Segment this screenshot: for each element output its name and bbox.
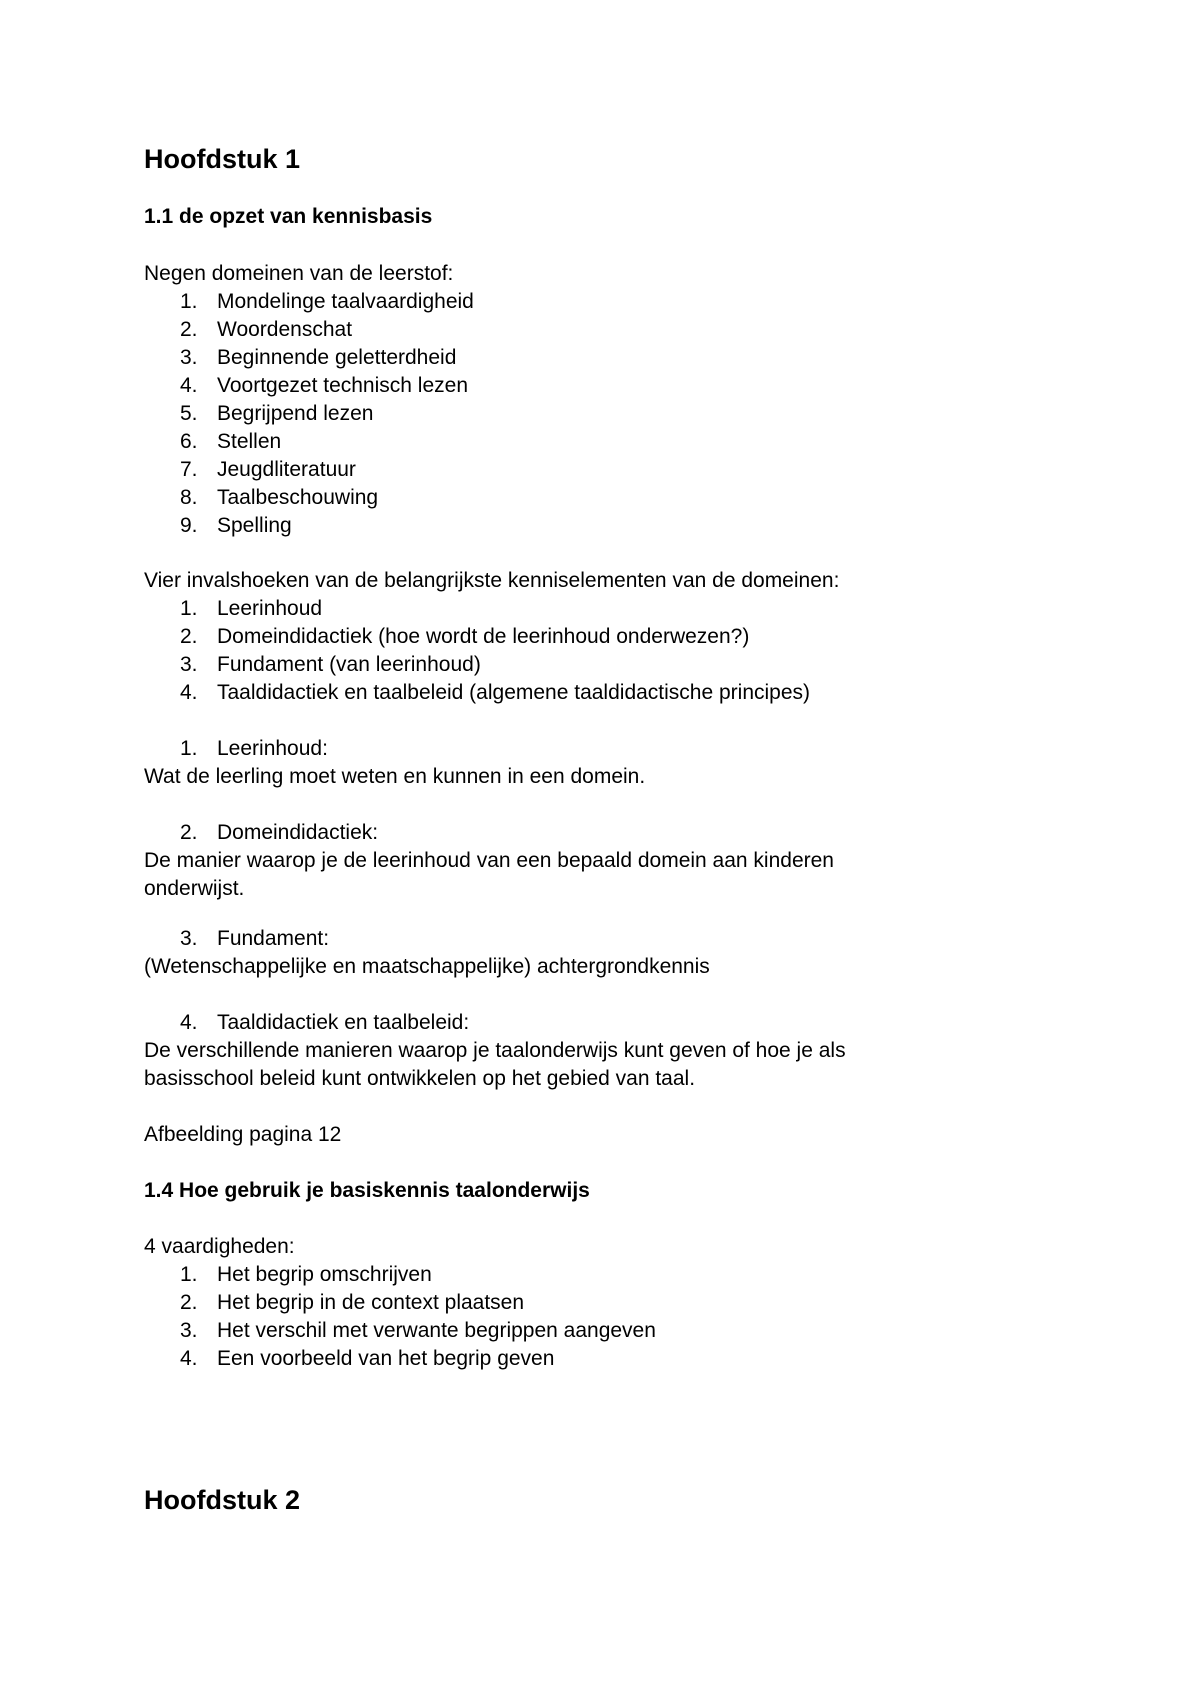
definition-text: Wat de leerling moet weten en kunnen in een domein. <box>144 765 646 788</box>
list-item-text: Spelling <box>217 514 292 537</box>
list-item-text: Taalbeschouwing <box>217 486 379 509</box>
chapter-2-title: Hoofdstuk 2 <box>144 1485 301 1515</box>
list-number: 2. <box>180 821 198 844</box>
list-number: 1. <box>180 1263 198 1286</box>
definition-term: Leerinhoud: <box>217 737 328 760</box>
definition-text: De verschillende manieren waarop je taalonderwijs kunt geven of hoe je als <box>144 1039 846 1062</box>
list-number: 5. <box>180 402 198 425</box>
list-number: 3. <box>180 927 198 950</box>
definition-term: Fundament: <box>217 927 330 950</box>
angles-intro: Vier invalshoeken van de belangrijkste kenniselementen van de domeinen: <box>144 569 840 592</box>
list-number: 7. <box>180 458 198 481</box>
list-number: 6. <box>180 430 198 453</box>
list-item-text: Fundament (van leerinhoud) <box>217 653 481 676</box>
list-number: 3. <box>180 1319 198 1342</box>
list-number: 2. <box>180 1291 198 1314</box>
list-number: 3. <box>180 653 198 676</box>
definition-text: basisschool beleid kunt ontwikkelen op het gebied van taal. <box>144 1067 696 1090</box>
list-item-text: Begrijpend lezen <box>217 402 374 425</box>
list-number: 4. <box>180 1011 198 1034</box>
list-item-text: Leerinhoud <box>217 597 323 620</box>
skills-intro: 4 vaardigheden: <box>144 1235 295 1258</box>
definition-term: Domeindidactiek: <box>217 821 379 844</box>
list-number: 4. <box>180 681 198 704</box>
image-reference: Afbeelding pagina 12 <box>144 1123 342 1146</box>
list-number: 9. <box>180 514 198 537</box>
definition-text: onderwijst. <box>144 877 245 900</box>
list-number: 4. <box>180 374 198 397</box>
definition-term: Taaldidactiek en taalbeleid: <box>217 1011 470 1034</box>
section-1-4-title: 1.4 Hoe gebruik je basiskennis taalonderwijs <box>144 1179 590 1202</box>
list-item-text: Het begrip omschrijven <box>217 1263 432 1286</box>
list-item-text: Woordenschat <box>217 318 353 341</box>
list-item-text: Beginnende geletterdheid <box>217 346 457 369</box>
chapter-1-title: Hoofdstuk 1 <box>144 144 301 174</box>
list-item-text: Het verschil met verwante begrippen aangeven <box>217 1319 656 1342</box>
list-item-text: Het begrip in de context plaatsen <box>217 1291 525 1314</box>
list-number: 1. <box>180 290 198 313</box>
list-item-text: Mondelinge taalvaardigheid <box>217 290 474 313</box>
list-number: 1. <box>180 737 198 760</box>
list-item-text: Jeugdliteratuur <box>217 458 356 481</box>
list-item-text: Een voorbeeld van het begrip geven <box>217 1347 555 1370</box>
list-item-text: Voortgezet technisch lezen <box>217 374 468 397</box>
domains-intro: Negen domeinen van de leerstof: <box>144 262 454 285</box>
list-number: 2. <box>180 625 198 648</box>
list-number: 4. <box>180 1347 198 1370</box>
list-item-text: Domeindidactiek (hoe wordt de leerinhoud onderwezen?) <box>217 625 750 648</box>
list-number: 8. <box>180 486 198 509</box>
list-item-text: Taaldidactiek en taalbeleid (algemene taaldidactische principes) <box>217 681 811 704</box>
section-1-1-title: 1.1 de opzet van kennisbasis <box>144 205 433 228</box>
list-number: 2. <box>180 318 198 341</box>
definition-text: De manier waarop je de leerinhoud van een bepaald domein aan kinderen <box>144 849 834 872</box>
definition-text: (Wetenschappelijke en maatschappelijke) achtergrondkennis <box>144 955 710 978</box>
list-item-text: Stellen <box>217 430 282 453</box>
list-number: 3. <box>180 346 198 369</box>
list-number: 1. <box>180 597 198 620</box>
